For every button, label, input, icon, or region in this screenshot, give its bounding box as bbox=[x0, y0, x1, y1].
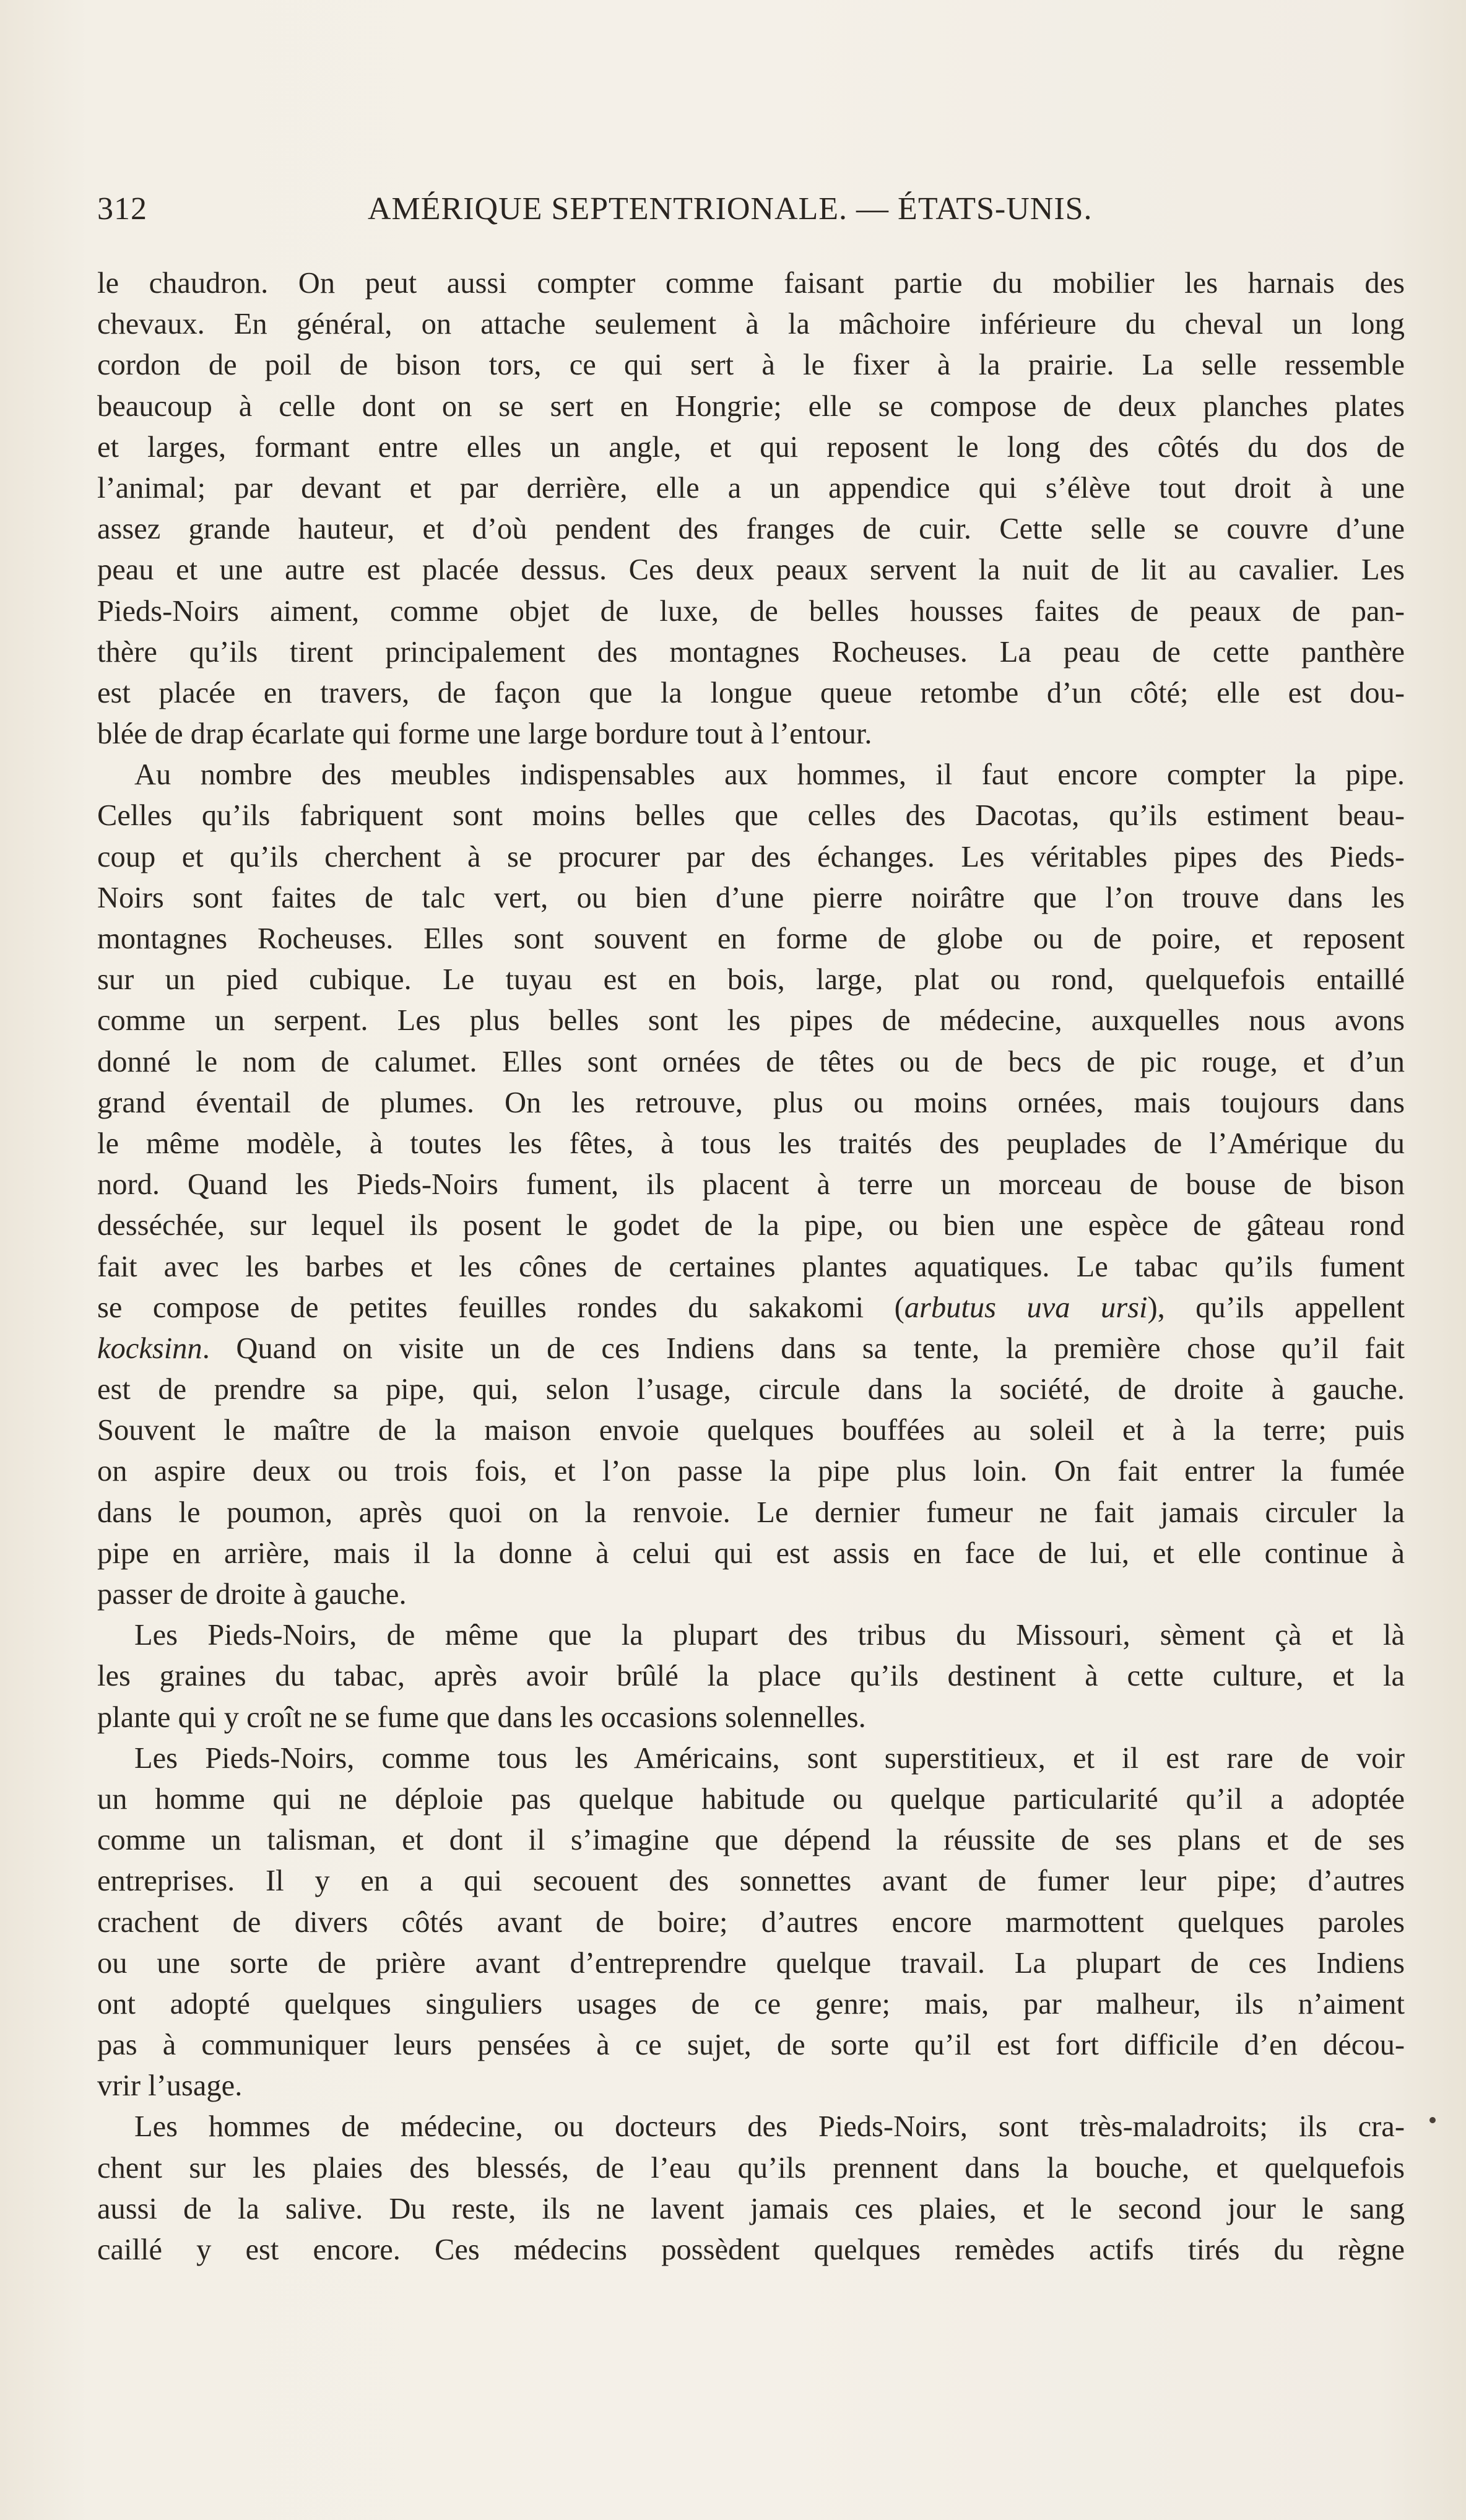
text-line: pipe en arrière, mais il la donne à celui qui est assis en face de lui, et elle continue à bbox=[97, 1536, 1405, 1570]
text-line: le chaudron. On peut aussi compter comme faisant partie du mobilier les harnais des bbox=[97, 267, 1405, 300]
text-line: on aspire deux ou trois fois, et l’on passe la pipe plus loin. On fait entrer la fumée bbox=[97, 1455, 1405, 1488]
text-line: et larges, formant entre elles un angle, et qui reposent le long des côtés du dos de bbox=[97, 430, 1405, 464]
text-line: est de prendre sa pipe, qui, selon l’usage, circule dans la société, de droite à gauche. bbox=[97, 1373, 1405, 1406]
text-line: nord. Quand les Pieds-Noirs fument, ils placent à terre un morceau de bouse de bison bbox=[97, 1168, 1405, 1202]
text-line: fait avec les barbes et les cônes de certaines plantes aquatiques. Le tabac qu’ils fument bbox=[97, 1250, 1405, 1283]
text-line: l’animal; par devant et par derrière, elle a un appendice qui s’élève tout droit à une bbox=[97, 471, 1405, 504]
text-line: entreprises. Il y en a qui secouent des sonnettes avant de fumer leur pipe; d’autres bbox=[97, 1864, 1405, 1898]
text-line: ont adopté quelques singuliers usages de ce genre; mais, par malheur, ils n’aiment bbox=[97, 1987, 1405, 2020]
text-line: peau et une autre est placée dessus. Ces deux peaux servent la nuit de lit au cavalier. Les bbox=[97, 553, 1405, 587]
text-line: Souvent le maître de la maison envoie quelques bouffées au soleil et à la terre; puis bbox=[97, 1414, 1405, 1447]
text-line: le même modèle, à toutes les fêtes, à tous les traités des peuplades de l’Amérique du bbox=[97, 1127, 1405, 1160]
text-line: blée de drap écarlate qui forme une large bordure tout à l’entour. bbox=[97, 717, 872, 751]
text-line: beaucoup à celle dont on se sert en Hongrie; elle se compose de deux planches plates bbox=[97, 389, 1405, 423]
text-line: crachent de divers côtés avant de boire; d’autres encore marmottent quelques paroles bbox=[97, 1905, 1405, 1939]
body-text bbox=[97, 263, 1405, 2271]
text-line: Les hommes de médecine, ou docteurs des Pieds-Noirs, sont très-maladroits; ils cra- bbox=[134, 2110, 1405, 2144]
page-number: 312 bbox=[97, 191, 147, 227]
text-line: grand éventail de plumes. On les retrouve, plus ou moins ornées, mais toujours dans bbox=[97, 1086, 1405, 1119]
text-line: caillé y est encore. Ces médecins possèdent quelques remèdes actifs tirés du règne bbox=[97, 2233, 1405, 2266]
text-line: vrir l’usage. bbox=[97, 2069, 243, 2103]
margin-ink-mark bbox=[1429, 2117, 1436, 2123]
text-line: un homme qui ne déploie pas quelque habitude ou quelque particularité qu’il a adoptée bbox=[97, 1782, 1405, 1816]
text-line: pas à communiquer leurs pensées à ce sujet, de sorte qu’il est fort difficile d’en décou- bbox=[97, 2029, 1405, 2062]
text-line: Celles qu’ils fabriquent sont moins belles que celles des Dacotas, qu’ils estiment beau- bbox=[97, 799, 1405, 833]
text-line: sur un pied cubique. Le tuyau est en bois, large, plat ou rond, quelquefois entaillé bbox=[97, 963, 1405, 997]
text-line: plante qui y croît ne se fume que dans les occasions solennelles. bbox=[97, 1700, 866, 1734]
text-line: Pieds-Noirs aiment, comme objet de luxe, de belles housses faites de peaux de pan- bbox=[97, 594, 1405, 628]
text-line: aussi de la salive. Du reste, ils ne lavent jamais ces plaies, et le second jour le sang bbox=[97, 2192, 1405, 2225]
text-line: donné le nom de calumet. Elles sont ornées de têtes ou de becs de pic rouge, et d’un bbox=[97, 1045, 1405, 1078]
text-line: Les Pieds-Noirs, de même que la plupart des tribus du Missouri, sèment çà et là bbox=[134, 1619, 1405, 1652]
text-line: montagnes Rocheuses. Elles sont souvent en forme de globe ou de poire, et reposent bbox=[97, 922, 1405, 955]
text-line: est placée en travers, de façon que la longue queue retombe d’un côté; elle est dou- bbox=[97, 676, 1405, 709]
running-head bbox=[97, 191, 1405, 240]
text-line: les graines du tabac, après avoir brûlé la place qu’ils destinent à cette culture, et la bbox=[97, 1660, 1405, 1693]
text-line: assez grande hauteur, et d’où pendent des franges de cuir. Cette selle se couvre d’une bbox=[97, 513, 1405, 546]
text-line: comme un talisman, et dont il s’imagine que dépend la réussite de ses plans et de ses bbox=[97, 1824, 1405, 1857]
text-line: desséchée, sur lequel ils posent le godet de la pipe, ou bien une espèce de gâteau rond bbox=[97, 1209, 1405, 1242]
text-line: cordon de poil de bison tors, ce qui sert à le fixer à la prairie. La selle ressemble bbox=[97, 349, 1405, 382]
text-line: passer de droite à gauche. bbox=[97, 1578, 407, 1611]
text-line: thère qu’ils tirent principalement des montagnes Rocheuses. La peau de cette panthère bbox=[97, 635, 1405, 669]
text-line: comme un serpent. Les plus belles sont les pipes de médecine, auxquelles nous avons bbox=[97, 1004, 1405, 1037]
text-line: se compose de petites feuilles rondes du sakakomi (arbutus uva ursi), qu’ils appellent bbox=[97, 1291, 1405, 1324]
text-line: chent sur les plaies des blessés, de l’eau qu’ils prennent dans la bouche, et quelquefois bbox=[97, 2151, 1405, 2184]
text-line: Les Pieds-Noirs, comme tous les Américains, sont superstitieux, et il est rare de voir bbox=[134, 1741, 1405, 1775]
text-line: Au nombre des meubles indispensables aux hommes, il faut encore compter la pipe. bbox=[134, 758, 1405, 792]
text-line: kocksinn. Quand on visite un de ces Indiens dans sa tente, la première chose qu’il fait bbox=[97, 1331, 1405, 1365]
italic-term: kocksinn bbox=[97, 1331, 202, 1365]
text-line: dans le poumon, après quoi on la renvoie. Le dernier fumeur ne fait jamais circuler la bbox=[97, 1496, 1405, 1529]
running-title: AMÉRIQUE SEPTENTRIONALE. — ÉTATS-UNIS. bbox=[368, 191, 1093, 227]
italic-term: arbutus uva ursi bbox=[904, 1291, 1148, 1324]
text-line: ou une sorte de prière avant d’entreprendre quelque travail. La plupart de ces Indiens bbox=[97, 1946, 1405, 1980]
text-line: chevaux. En général, on attache seulement à la mâchoire inférieure du cheval un long bbox=[97, 308, 1405, 341]
text-line: Noirs sont faites de talc vert, ou bien d’une pierre noirâtre que l’on trouve dans les bbox=[97, 881, 1405, 914]
text-line: coup et qu’ils cherchent à se procurer par des échanges. Les véritables pipes des Pieds- bbox=[97, 840, 1405, 873]
